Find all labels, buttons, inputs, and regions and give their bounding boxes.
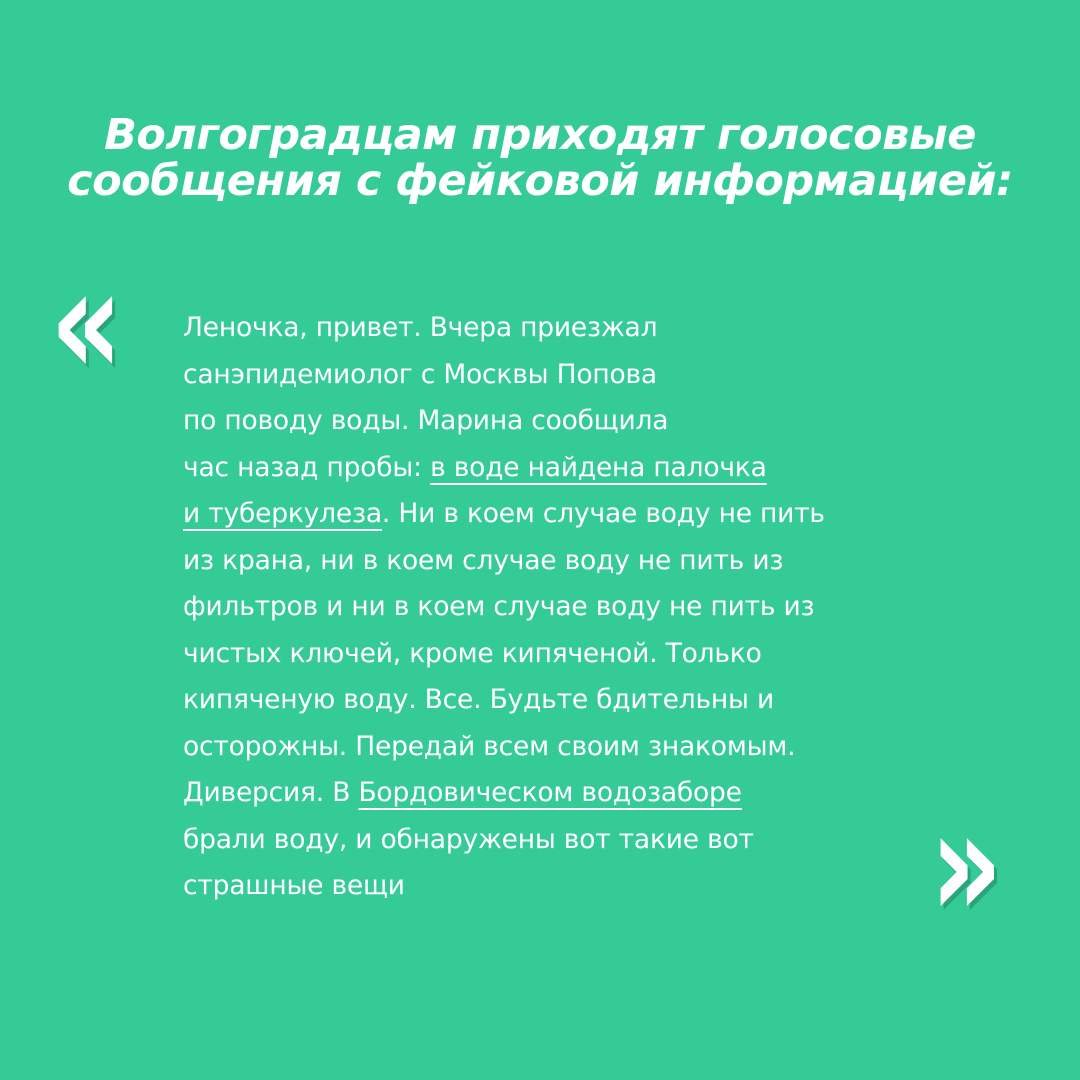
close-quote-icon: » (930, 778, 1003, 952)
quote-line: из крана, ни в коем случае воду не пить из (183, 544, 784, 576)
quote-line: фильтров и ни в коем случае воду не пить из (183, 591, 815, 622)
open-quote-icon: « (50, 236, 123, 410)
underlined-phrase: Бордовическом водозаборе (358, 777, 742, 808)
quote-line: Леночка, привет. Вчера приезжал (183, 312, 658, 343)
headline (0, 112, 1080, 204)
quote-line: страшные вещи (183, 870, 405, 901)
underlined-phrase: в воде найдена палочка (430, 451, 767, 483)
quote-line (183, 770, 983, 817)
headline-line-1: Волгоградцам приходят голосовые (104, 110, 976, 160)
quote-line (183, 491, 983, 538)
quote-line: по поводу воды. Марина сообщила (183, 405, 669, 436)
quote-line: осторожны. Передай всем своим знакомым. (183, 730, 796, 762)
quote-text-segment: час назад пробы: (183, 451, 431, 483)
quote-text-segment: Диверсия. В (183, 777, 359, 808)
quote-line: брали воду, и обнаружены вот такие вот (183, 823, 754, 855)
quote-text (183, 305, 983, 910)
quote-line: санэпидемиолог с Москвы Попова (183, 358, 657, 390)
underlined-phrase: и туберкулеза (183, 498, 382, 529)
headline-line-2: сообщения с фейковой информацией: (67, 156, 1013, 206)
quote-line: кипяченую воду. Все. Будьте бдительны и (183, 684, 775, 715)
quote-text-segment: . Ни в коем случае воду не пить (381, 498, 825, 529)
quote-line (183, 445, 983, 492)
quote-line: чистых ключей, кроме кипяченой. Только (183, 637, 762, 669)
